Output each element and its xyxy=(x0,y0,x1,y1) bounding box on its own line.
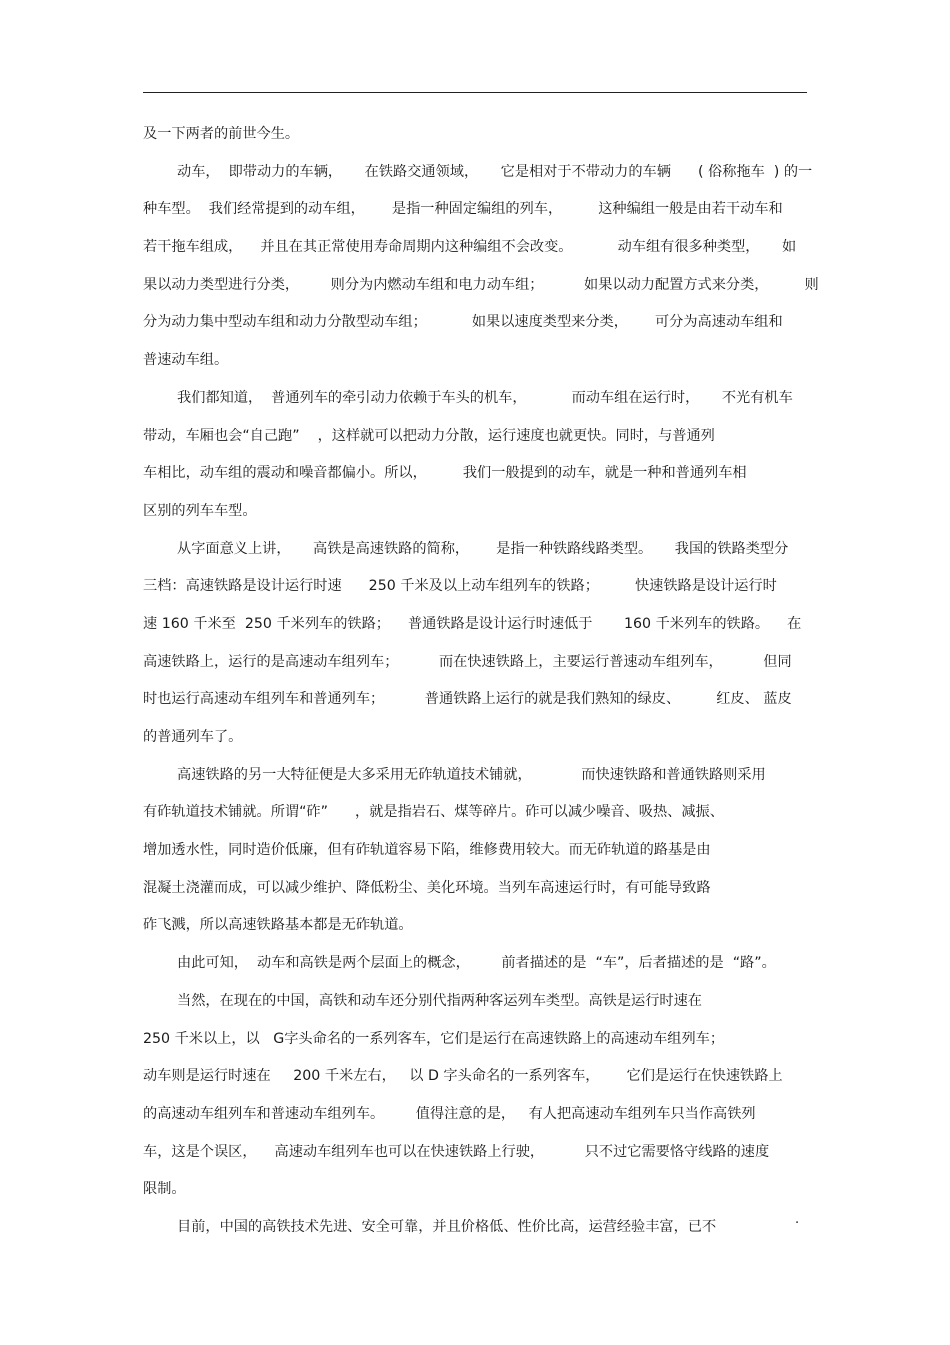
text-line: 限制。 xyxy=(143,1181,186,1198)
text-line: 250 千米以上，以 G字头命名的一系列客车，它们是运行在高速铁路上的高速动车组列车； xyxy=(143,1030,725,1047)
text-line: 高速铁路上，运行的是高速动车组列车； 而在快速铁路上，主要运行普速动车组列车， 但同 xyxy=(143,653,792,670)
text-line: 有砟轨道技术铺就。所谓“砟” ，就是指岩石、煤等碎片。砟可以减少噪音、吸热、减振、 xyxy=(143,804,724,821)
text-line: 时也运行高速动车组列车和普通列车； 普通铁路上运行的就是我们熟知的绿皮、 红皮、 蓝皮 xyxy=(143,691,792,708)
text-line: 车，这是个误区， 高速动车组列车也可以在快速铁路上行驶， 只不过它需要恪守线路的速度 xyxy=(143,1143,770,1160)
text-line: 速 160 千米至 250 千米列车的铁路； 普通铁路是设计运行时速低于 160 千米列车的铁路。 在 xyxy=(143,615,802,632)
text-line: 我们都知道， 普通列车的牵引动力依赖于车头的机车， 而动车组在运行时， 不光有机车 xyxy=(177,389,793,406)
text-line: 动车， 即带动力的车辆， 在铁路交通领域， 它是相对于不带动力的车辆 ( 俗称拖车 ) 的一 xyxy=(177,163,813,180)
text-line: 由此可知， 动车和高铁是两个层面上的概念， 前者描述的是 “车”，后者描述的是 “路”。 xyxy=(177,955,776,972)
text-line: 动车则是运行时速在 200 千米左右， 以 D 字头命名的一系列客车， 它们是运行在快速铁路上 xyxy=(143,1068,783,1085)
text-line: 带动，车厢也会“自己跑” ，这样就可以把动力分散，运行速度也就更快。同时，与普通列 xyxy=(143,427,715,444)
text-line: 三档：高速铁路是设计运行时速 250 千米及以上动车组列车的铁路； 快速铁路是设计运行时 xyxy=(143,578,777,595)
text-line: 当然，在现在的中国，高铁和动车还分别代指两种客运列车类型。高铁是运行时速在 xyxy=(177,992,702,1009)
text-line: 及一下两者的前世今生。 xyxy=(143,126,300,142)
text-line: 种车型。 我们经常提到的动车组， 是指一种固定编组的列车， 这种编组一般是由若干动车和 xyxy=(143,201,783,218)
header-rule xyxy=(143,92,807,93)
body-text xyxy=(143,116,819,1247)
text-line: 的高速动车组列车和普速动车组列车。 值得注意的是， 有人把高速动车组列车只当作高铁列 xyxy=(143,1105,756,1122)
text-line: 从字面意义上讲， 高铁是高速铁路的简称， 是指一种铁路线路类型。 我国的铁路类型分 xyxy=(177,540,789,557)
page-corner-mark: . xyxy=(795,1212,800,1227)
text-line: 若干拖车组成， 并且在其正常使用寿命周期内这种编组不会改变。 动车组有很多种类型， 如 xyxy=(143,239,797,256)
text-line: 普速动车组。 xyxy=(143,352,229,369)
text-line: 混凝土浇灌而成，可以减少维护、降低粉尘、美化环境。当列车高速运行时，有可能导致路 xyxy=(143,879,711,896)
text-line: 目前，中国的高铁技术先进、安全可靠，并且价格低、性价比高，运营经验丰富，已不 xyxy=(177,1218,717,1235)
text-line: 区别的列车车型。 xyxy=(143,502,257,519)
text-line: 砟飞溅，所以高速铁路基本都是无砟轨道。 xyxy=(143,917,413,934)
text-line: 分为动力集中型动车组和动力分散型动车组； 如果以速度类型来分类， 可分为高速动车组和 xyxy=(143,314,783,331)
text-line: 果以动力类型进行分类， 则分为内燃动车组和电力动车组； 如果以动力配置方式来分类， 则 xyxy=(143,276,819,293)
text-line: 高速铁路的另一大特征便是大多采用无砟轨道技术铺就， 而快速铁路和普通铁路则采用 xyxy=(177,766,766,783)
text-line: 增加透水性，同时造价低廉，但有砟轨道容易下陷，维修费用较大。而无砟轨道的路基是由 xyxy=(143,842,711,859)
text-line: 的普通列车了。 xyxy=(143,729,243,745)
text-line: 车相比，动车组的震动和噪音都偏小。所以， 我们一般提到的动车，就是一种和普通列车相 xyxy=(143,465,747,482)
